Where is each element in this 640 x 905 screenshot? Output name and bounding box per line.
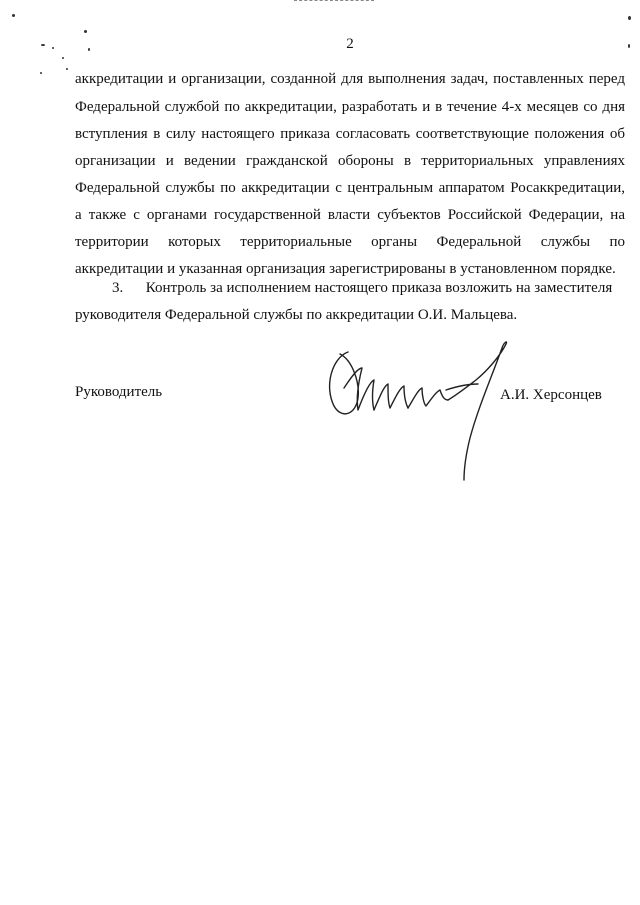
page-number: 2 bbox=[346, 36, 354, 52]
paragraph-line: организации и ведении гражданской обороны в территориальных управлениях bbox=[75, 153, 625, 169]
paragraph-line: территории которых территориальные органы Федеральной службы по bbox=[75, 234, 625, 250]
item-3-line: руководителя Федеральной службы по аккредитации О.И. Мальцева. bbox=[75, 307, 518, 323]
scan-speck bbox=[84, 30, 87, 33]
signatory-name: А.И. Херсонцев bbox=[500, 387, 602, 403]
paragraph-line: Федеральной службой по аккредитации, разработать и в течение 4-х месяцев со дня bbox=[75, 99, 625, 115]
item-3-line: 3. Контроль за исполнением настоящего приказа возложить на заместителя bbox=[112, 280, 613, 296]
scan-speck bbox=[628, 16, 631, 20]
scan-artifact-line bbox=[294, 0, 374, 3]
paragraph-line: аккредитации и организации, созданной для выполнения задач, поставленных перед bbox=[75, 71, 625, 87]
scan-speck bbox=[66, 68, 68, 70]
paragraph-line: аккредитации и указанная организация зарегистрированы в установленном порядке. bbox=[75, 261, 616, 277]
paragraph-line: вступления в силу настоящего приказа согласовать соответствующие положения об bbox=[75, 126, 625, 142]
paragraph-line: Федеральной службы по аккредитации с центральным аппаратом Росаккредитации, bbox=[75, 180, 625, 196]
paragraph-line: а также с органами государственной власти субъектов Российской Федерации, на bbox=[75, 207, 625, 223]
scan-speck bbox=[62, 57, 64, 59]
scan-speck bbox=[12, 14, 15, 17]
scan-speck bbox=[40, 72, 42, 74]
handwritten-signature bbox=[318, 338, 518, 483]
signatory-title: Руководитель bbox=[75, 384, 163, 400]
